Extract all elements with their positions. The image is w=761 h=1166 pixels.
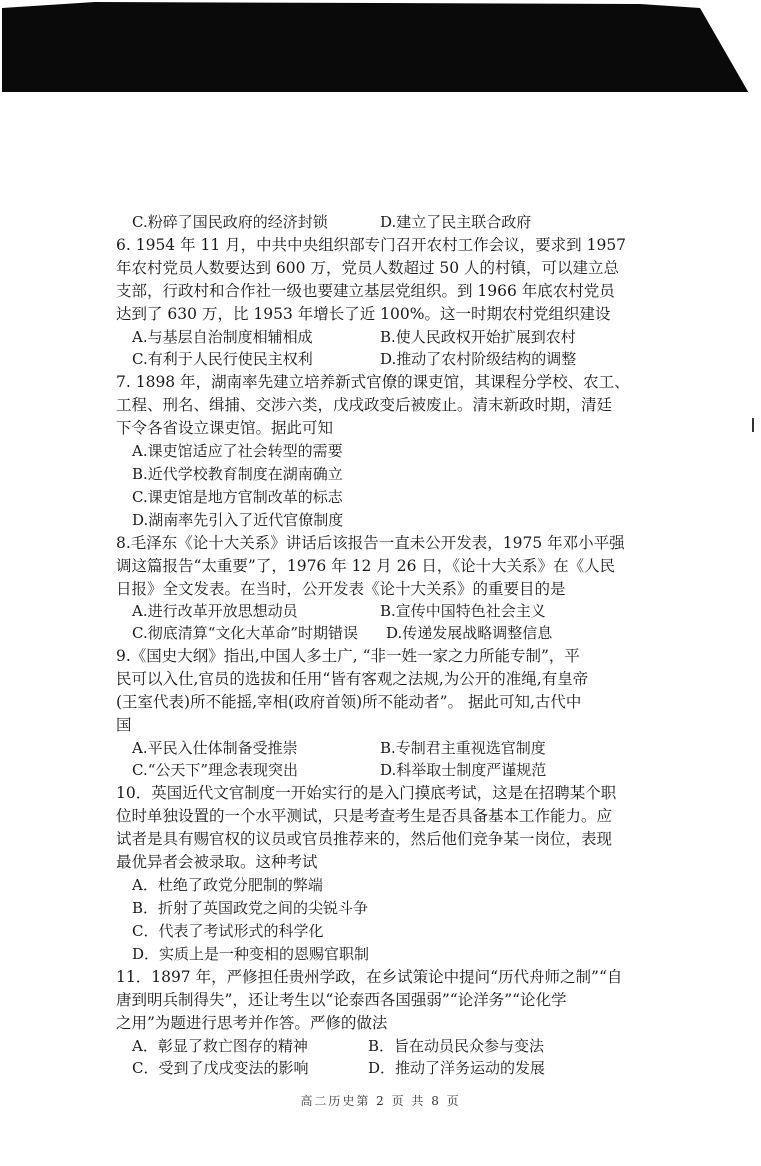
page-footer: 高二历史第 2 页 共 8 页	[300, 1094, 461, 1108]
q6-stem-line: 6. 1954 年 11 月，中共中央组织部专门召开农村工作会议，要求到 1957	[116, 236, 627, 254]
q8-option-b: B.宣传中国特色社会主义	[380, 602, 546, 620]
q7-option-b: B.近代学校教育制度在湖南确立	[132, 465, 343, 483]
q10-option-d: D．实质上是一种变相的恩赐官职制	[132, 945, 370, 963]
black-redaction-shape	[0, 0, 761, 110]
q9-stem-line: 民可以入仕,官员的选拔和任用“皆有客观之法规,为公开的准绳,有皇帝	[116, 670, 589, 688]
q6-stem-line: 支部，行政村和合作社一级也要建立基层党组织。到 1966 年底农村党员	[116, 282, 615, 300]
q7-option-c: C.课吏馆是地方官制改革的标志	[132, 488, 343, 506]
q8-option-a: A.进行改革开放思想动员	[132, 602, 298, 620]
q6-stem-line: 年农村党员人数要达到 600 万，党员人数超过 50 人的村镇，可以建立总	[116, 259, 620, 277]
q6-option-a: A.与基层自治制度相辅相成	[132, 328, 313, 346]
q5-option-d: D.建立了民主联合政府	[380, 213, 532, 231]
q8-stem-line: 日报》全文发表。在当时，公开发表《论十大关系》的重要目的是	[116, 580, 566, 598]
q9-option-c: C.“公天下”理念表现突出	[132, 761, 299, 779]
q10-stem-line: 试者是具有赐官权的议员或官员推荐来的，然后他们竞争某一岗位，表现	[116, 830, 613, 848]
q8-stem-line: 调这篇报告“太重要”了，1976 年 12 月 26 日，《论十大关系》在《人民	[116, 557, 616, 575]
margin-mark	[752, 418, 754, 432]
q11-stem-line: 11．1897 年，严修担任贵州学政，在乡试策论中提问“历代舟师之制”“自	[116, 968, 623, 986]
q11-stem-line: 唐到明兵制得失”，还让考生以“论泰西各国强弱”“论洋务”“论化学	[116, 991, 567, 1009]
q11-option-a: A．彰显了救亡图存的精神	[132, 1037, 308, 1055]
q6-option-d: D.推动了农村阶级结构的调整	[380, 350, 577, 368]
q10-option-b: B．折射了英国政党之间的尖锐斗争	[132, 899, 369, 917]
q6-option-b: B.使人民政权开始扩展到农村	[380, 328, 576, 346]
q8-option-c: C.彻底清算“文化大革命”时期错误	[132, 624, 359, 642]
q9-option-b: B.专制君主重视选官制度	[380, 739, 546, 757]
q9-option-d: D.科举取士制度严谨规范	[380, 761, 547, 779]
q7-stem-line: 7. 1898 年，湖南率先建立培养新式官僚的课吏馆，其课程分学校、农工、	[116, 373, 630, 391]
q7-option-a: A.课吏馆适应了社会转型的需要	[132, 442, 343, 460]
q9-stem-line: 9.《国史大纲》指出,中国人多土广, “非一姓一家之力所能专制”，平	[116, 647, 580, 665]
q11-option-d: D．推动了洋务运动的发展	[368, 1059, 546, 1077]
q11-option-c: C．受到了戊戌变法的影响	[132, 1059, 309, 1077]
q5-option-c: C.粉碎了国民政府的经济封锁	[132, 213, 328, 231]
q10-stem-line: 位时单独设置的一个水平测试，只是考查考生是否具备基本工作能力。应	[116, 807, 613, 825]
q7-option-d: D.湖南率先引入了近代官僚制度	[132, 511, 344, 529]
q10-option-a: A．杜绝了政党分肥制的弊端	[132, 876, 323, 894]
q9-stem-line: (王室代表)所不能摇,宰相(政府首领)所不能动者”。 据此可知,古代中	[116, 693, 582, 711]
q10-stem-line: 最优异者会被录取。这种考试	[116, 853, 318, 871]
q8-option-d: D.传递发展战略调整信息	[386, 624, 553, 642]
q10-stem-line: 10．英国近代文官制度一开始实行的是入门摸底考试，这是在招聘某个职	[116, 784, 617, 802]
q10-option-c: C．代表了考试形式的科学化	[132, 922, 324, 940]
q11-option-b: B．旨在动员民众参与变法	[368, 1037, 545, 1055]
q9-option-a: A.平民入仕体制备受推崇	[132, 739, 298, 757]
q9-stem-line: 国	[116, 716, 132, 734]
q6-stem-line: 达到了 630 万，比 1953 年增长了近 100%。这一时期农村党组织建设	[116, 305, 611, 323]
q6-option-c: C.有利于人民行使民主权利	[132, 350, 313, 368]
q11-stem-line: 之用”为题进行思考并作答。严修的做法	[116, 1014, 388, 1032]
q8-stem-line: 8.毛泽东《论十大关系》讲话后该报告一直未公开发表，1975 年邓小平强	[116, 534, 625, 552]
q7-stem-line: 下令各省设立课吏馆。据此可知	[116, 419, 334, 437]
q7-stem-line: 工程、刑名、缉捕、交涉六类，戊戌政变后被废止。清末新政时期，清廷	[116, 396, 613, 414]
